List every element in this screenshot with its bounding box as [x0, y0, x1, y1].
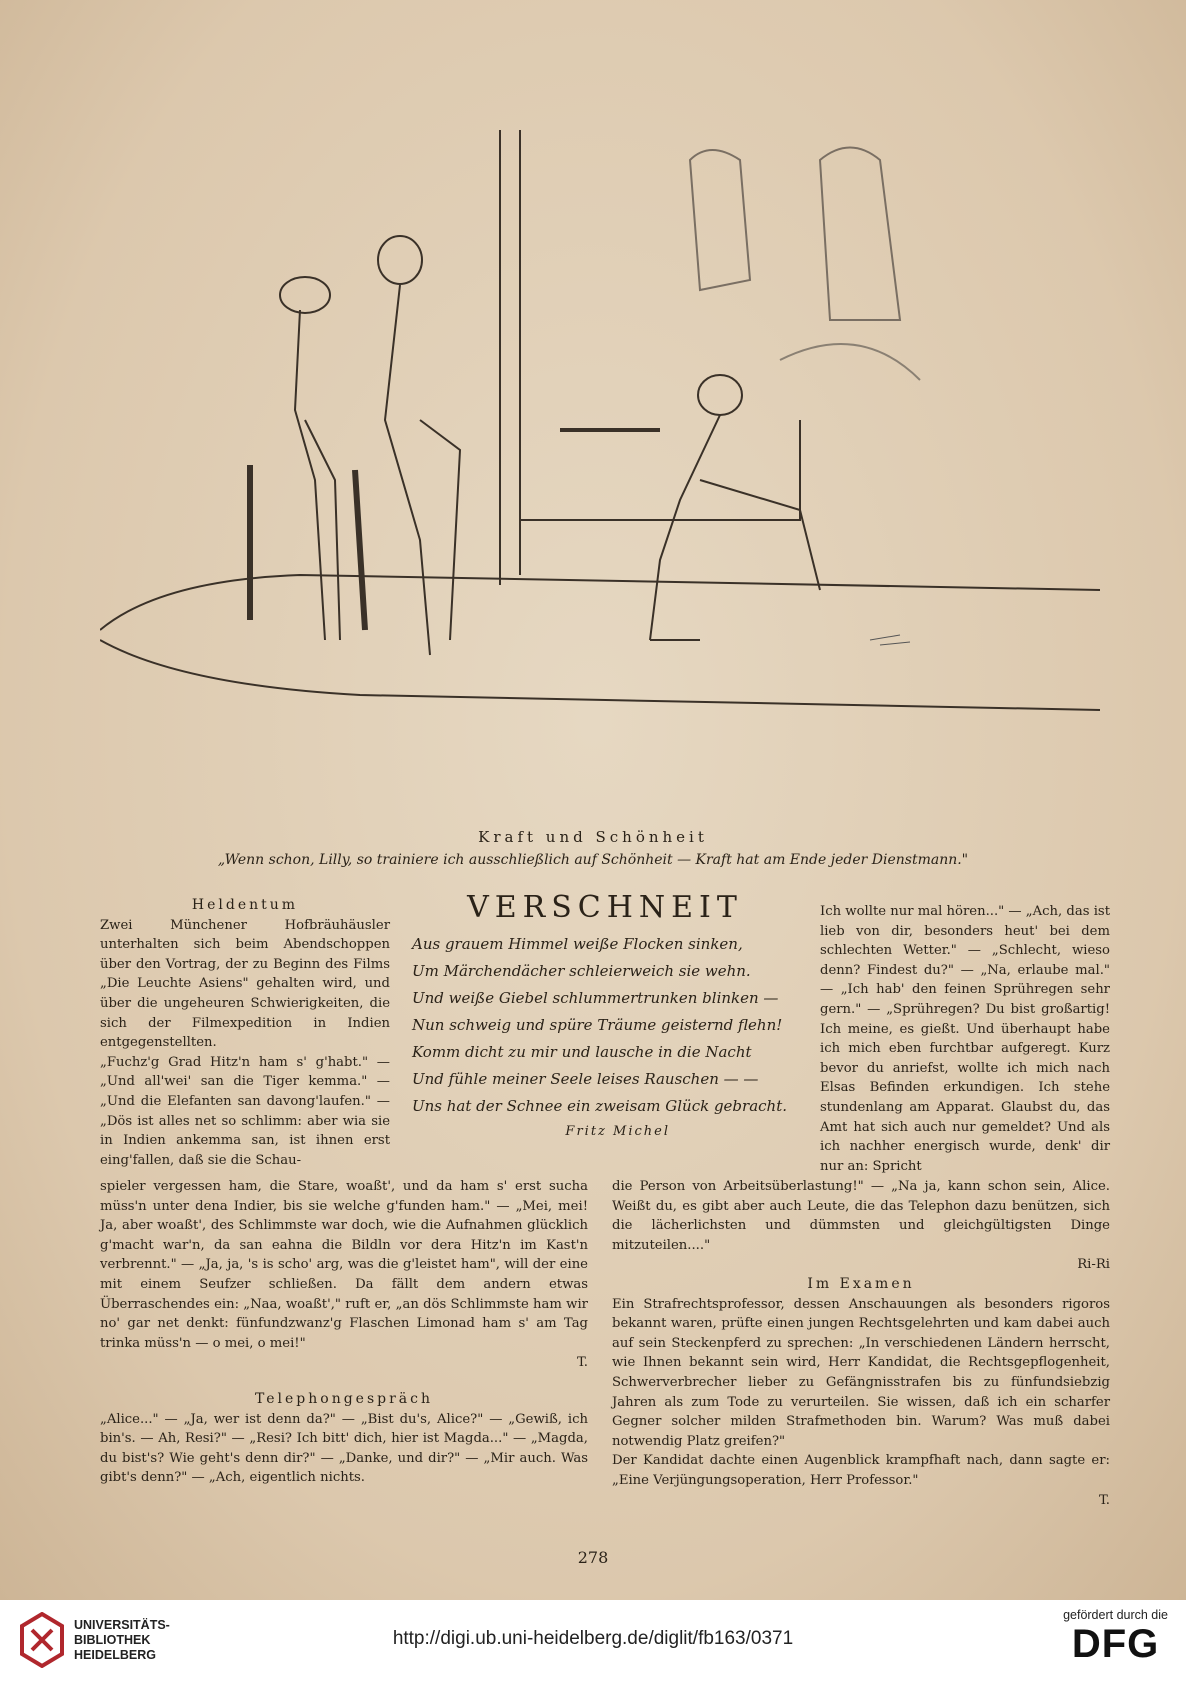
examen-paragraph-1: Ein Strafrechtsprofessor, dessen Anschauungen als besonders rigoros bekannt waren, prüfte einen jungen Rechtsgelehrten und kam dabei auch auf sein Steckenpferd zu sprechen: „In verschiedenen Ländern herrscht, wie Ihnen bekannt sein wird, Herr Kandidat, die Rechtsgepflogenheit, Schwerverbrecher lieber zu Gefängnisstrafen bis zu fünfundsiebzig Jahren als zum Tode zu verurteilen. Sie wissen, daß ich ein scharfer Gegner solcher milden Strafmethoden bin. Warum? Was muß dabei notwendig Platz greifen?"	[612, 1296, 1110, 1449]
poem-line: Und fühle meiner Seele leises Rauschen — —	[412, 1070, 759, 1088]
page-number: 278	[577, 1548, 609, 1567]
examen-signature: T.	[1098, 1492, 1110, 1508]
heldentum-column	[100, 896, 390, 1170]
examen-heading: Im Examen	[807, 1275, 915, 1292]
telephon-right-column	[820, 902, 1110, 1176]
sketch-drawing	[100, 120, 1120, 820]
dfg-logo: DFG	[1071, 1622, 1160, 1666]
caption-quote: „Wenn schon, Lilly, so trainiere ich ausschließlich auf Schönheit — Kraft hat am Ende jeder Dienstmann."	[217, 852, 969, 868]
poem-line: Nun schweig und spüre Träume geisternd flehn!	[412, 1016, 783, 1034]
telephon-right-text: Ich wollte nur mal hören..." — „Ach, das ist lieb von dir, besonders heut' bei dem schlechten Wetter." — „Schlecht, wieso denn? Findest du?" — „Na, erlaube mal." — „Ich hab' den feinen Sprühregen sehr gern." — „Sprühregen? Du bist großartig! Ich meine, es gießt. Und überhaupt habe ich mich eben furchtbar aufgeregt. Kurz bevor du anriefst, wollte ich mich nach Elsas Befinden erkundigen. Ich stehe stundenlang am Apparat. Glaubst du, das Amt hat sich auch nur gemeldet? Und als ich nachher energisch wurde, denk' dir nur an: Spricht	[820, 904, 1110, 1174]
heldentum-continuation	[100, 1177, 588, 1373]
poem-line: Uns hat der Schnee ein zweisam Glück gebracht.	[412, 1097, 788, 1115]
poem-author: Fritz Michel	[565, 1124, 670, 1139]
telephon-heading: Telephongespräch	[254, 1391, 433, 1407]
poem-verschneit	[400, 890, 810, 1139]
telephon-signature: Ri-Ri	[1077, 1257, 1110, 1273]
sponsor-block	[1063, 1608, 1168, 1666]
poem-title: VERSCHNEIT	[467, 890, 743, 925]
poem-line: Um Märchendächer schleierweich sie wehn.	[412, 962, 751, 980]
telephon-column	[100, 1390, 588, 1488]
source-url-link[interactable]: http://digi.ub.uni-heidelberg.de/diglit/fb163/0371	[392, 1628, 794, 1649]
poem-line: Komm dicht zu mir und lausche in die Nacht	[412, 1043, 752, 1061]
heldentum-paragraph-1: Zwei Münchener Hofbräuhäusler unterhalten sich beim Abendschoppen über den Vortrag, der zu Beginn des Films „Die Leuchte Asiens" gehalten wird, und über die ungeheuren Schwierigkeiten, die sich der Filmexpedition in Indien entgegenstellten.	[100, 917, 390, 1051]
telephon-continuation-and-examen	[612, 1177, 1110, 1510]
illustration-kraft-und-schoenheit	[100, 120, 1120, 820]
university-name: UNIVERSITÄTS- BIBLIOTHEK HEIDELBERG	[74, 1618, 170, 1662]
footer-bar	[0, 1600, 1186, 1684]
heldentum-paragraph-2: „Fuchz'g Grad Hitz'n ham s' g'habt." — „Und all'wei' san die Tiger kemma." — „Und die Elefanten san davong'laufen." — „Dös ist alles net so schlimm: aber wia sie in Indien ankemma san, ist ihnen erst eing'fallen, daß sie die Schau-	[100, 1054, 390, 1168]
poem-line: Und weiße Giebel schlummertrunken blinken —	[412, 989, 779, 1007]
heldentum-signature: T.	[576, 1355, 588, 1371]
telephon-text: „Alice..." — „Ja, wer ist denn da?" — „Bist du's, Alice?" — „Gewiß, ich bin's. — Ah, Resi?" — „Resi? Ich bitt' dich, hier ist Magda..." — „Magda, du bist's? Wie geht's denn dir?" — „Danke, und dir?" — „Mir auch. Was gibt's denn?" — „Ach, eigentlich nichts.	[100, 1411, 588, 1486]
telephon-continuation-text: die Person von Arbeitsüberlastung!" — „Na ja, kann schon sein, Alice. Weißt du, es gibt aber auch Leute, die das Telephon dazu benützen, sich die lächerlichsten und dümmsten und gleichgültigsten Dinge mitzuteilen...."	[612, 1179, 1110, 1253]
caption-title: Kraft und Schönheit	[478, 828, 708, 846]
poem-line: Aus grauem Himmel weiße Flocken sinken,	[412, 935, 743, 953]
examen-paragraph-2: Der Kandidat dachte einen Augenblick krampfhaft nach, dann sagte er: „Eine Verjüngungsoperation, Herr Professor."	[612, 1453, 1110, 1488]
sponsor-text: gefördert durch die	[1063, 1608, 1168, 1622]
heldentum-heading: Heldentum	[191, 897, 299, 913]
heldentum-continuation-text: spieler vergessen ham, die Stare, woaßt', und da ham s' erst sucha müss'n unter dena Indier, bis sie welche g'funden ham." — „Mei, mei! Ja, aber woaßt', des Schlimmste war doch, wie die Aufnahmen glücklich g'macht war'n, da san eahna die Bildln vor dera Hitz'n im Kast'n verbrennt." — „Ja, ja, 's is scho' arg, was die g'leistet ham", will der eine mit einem Seufzer schließen. Da fällt dem andern etwas Überraschendes ein: „Naa, woaßt'," ruft er, „an dös Schlimmste ham wir no' gar net denkt: fünfundzwanz'g Flaschen Limonad ham s' am Tag trinka müss'n — o mei, o mei!"	[100, 1179, 588, 1351]
